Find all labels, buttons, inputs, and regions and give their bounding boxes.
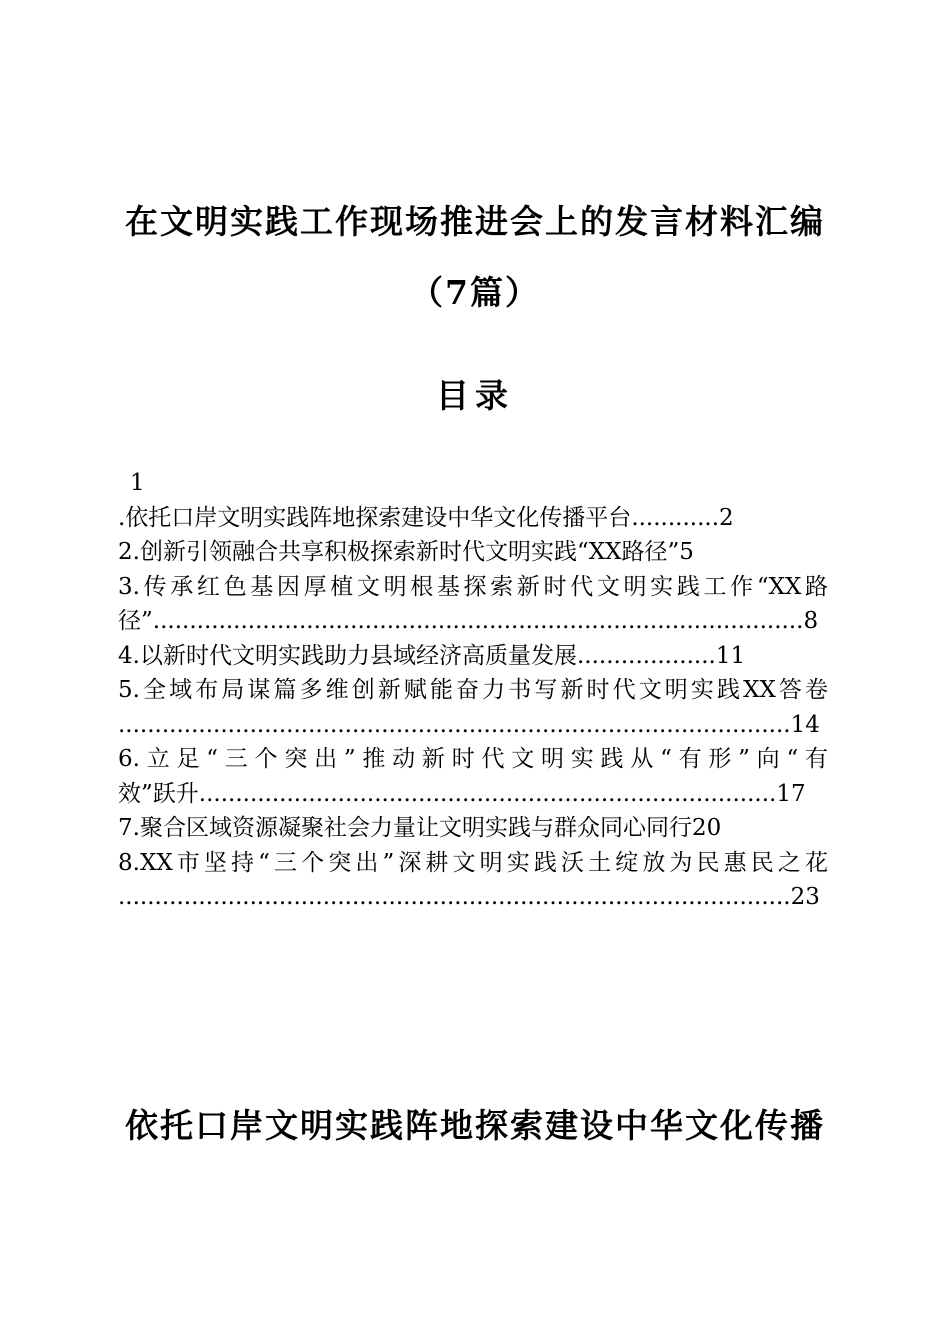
toc-entry-page: 11	[715, 642, 746, 669]
toc-entry-text: .依托口岸文明实践阵地探索建设中华文化传播平台	[118, 504, 632, 531]
toc-entry-8-cont[interactable]	[118, 880, 828, 915]
toc-entry-4[interactable]	[118, 639, 828, 674]
toc-entry-page: 2	[719, 504, 734, 531]
toc-entry-5-cont[interactable]	[118, 708, 828, 743]
toc-entry-text-cont: 径”	[118, 608, 153, 634]
toc-leader: .........................................................................................	[152, 608, 804, 634]
toc-entry-text: 7.聚合区域资源凝聚社会力量让文明实践与群众同心同行	[118, 815, 692, 841]
document-title: 在文明实践工作现场推进会上的发言材料汇编	[125, 202, 825, 241]
toc-entry-page: 23	[790, 884, 820, 910]
toc-leader: ...................	[576, 642, 716, 669]
toc-entry-6[interactable]	[118, 742, 828, 777]
toc-leader: ............................................................................................	[118, 884, 791, 910]
toc-entry-2[interactable]	[118, 535, 828, 570]
toc-entry-7[interactable]	[118, 811, 828, 846]
toc-entry-text: 4.以新时代文明实践助力县域经济高质量发展	[118, 642, 577, 669]
toc-entry-6-cont[interactable]	[118, 777, 828, 812]
toc-entry-text: 5.全域布局谋篇多维创新赋能奋力书写新时代文明实践XX答卷	[118, 677, 828, 703]
toc-entry-text-cont: 效”跃升	[118, 780, 199, 807]
toc-entry-8[interactable]	[118, 846, 828, 881]
toc-entry-1[interactable]	[118, 501, 828, 536]
toc-entry-page: 14	[790, 711, 820, 738]
toc-entry-number: 1	[130, 470, 145, 496]
section-title: 依托口岸文明实践阵地探索建设中华文化传播	[125, 1106, 825, 1145]
toc-entry-text: 6.立足“三个突出”推动新时代文明实践从“有形”向“有	[118, 746, 828, 772]
table-of-contents	[118, 466, 828, 915]
toc-heading: 目录	[436, 376, 514, 415]
toc-entry-page: 8	[803, 608, 819, 634]
toc-entry-page: 17	[776, 780, 806, 807]
toc-leader: ............	[631, 504, 720, 531]
toc-entry-3-cont[interactable]	[118, 604, 828, 639]
document-subtitle: （7篇）	[410, 273, 540, 312]
toc-leader: ...............................................................................	[198, 780, 777, 807]
toc-entry-3[interactable]	[118, 570, 828, 605]
toc-entry-text: 8.XX市坚持“三个突出”深耕文明实践沃土绽放为民惠民之花	[118, 849, 828, 876]
toc-entry-page: 20	[691, 815, 722, 841]
toc-entry-5[interactable]	[118, 673, 828, 708]
toc-entry-text: 2.创新引领融合共享积极探索新时代文明实践“XX路径”	[118, 539, 680, 565]
toc-entry-page: 5	[679, 539, 694, 565]
toc-entry-text: 3.传承红色基因厚植文明根基探索新时代文明实践工作“XX路	[118, 573, 828, 600]
toc-leader: ............................................................................................	[118, 711, 791, 738]
